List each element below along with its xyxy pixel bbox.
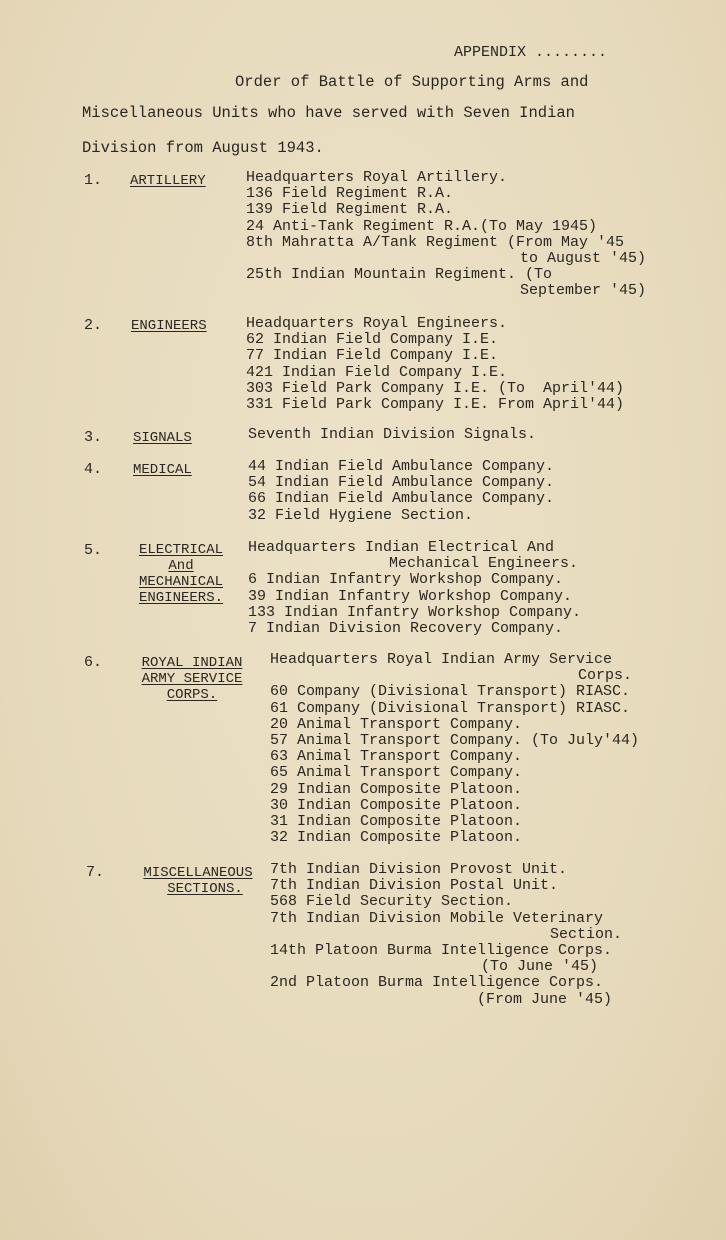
section-number: 7. [86,864,105,881]
entry: 7th Indian Division Provost Unit. [270,861,568,878]
entry: Headquarters Royal Artillery. [246,169,508,186]
section-number: 2. [84,317,103,334]
section-entries-medical [248,459,648,524]
entry: 30 Indian Composite Platoon. [270,796,523,814]
heading-line: MEDICAL [133,462,192,478]
section-number: 4. [84,461,103,478]
entry-continuation: September '45) [519,282,646,300]
entry: 57 Animal Transport Company. (To July'44) [270,732,640,750]
entry: 20 Animal Transport Company. [270,715,523,733]
section-heading-engineers [131,318,207,334]
section-entries-eme [248,539,582,638]
section-entries-signals [248,427,648,443]
entry: 133 Indian Infantry Workshop Company. [248,603,582,621]
entry: Seventh Indian Division Signals. [248,426,537,443]
entry: 303 Field Park Company I.E. (To April'44) [246,379,625,397]
entry: 7 Indian Division Recovery Company. [248,620,564,638]
entry: 29 Indian Composite Platoon. [270,780,523,798]
heading-line: ELECTRICAL [138,542,223,558]
section-heading-medical [133,462,192,478]
entry-continuation: Mechanical Engineers. [388,555,578,573]
section-heading-eme [132,542,230,606]
entry: 44 Indian Field Ambulance Company. [248,458,555,475]
section-heading-signals [133,430,192,446]
entry-continuation: to August '45) [519,250,646,268]
entry: 7th Indian Division Postal Unit. [270,877,559,895]
title-line-2: Miscellaneous Units who have served with Seven Indian [82,104,575,122]
section-heading-riasc [133,655,251,703]
entry: 6 Indian Infantry Workshop Company. [248,571,564,589]
entry: 65 Animal Transport Company. [270,764,523,782]
title-line-3: Division from August 1943. [82,139,324,157]
entry: 139 Field Regiment R.A. [246,201,454,219]
entry: 32 Indian Composite Platoon. [270,829,523,847]
appendix-label: APPENDIX ........ [454,44,608,61]
section-number: 3. [84,429,103,446]
entry: 331 Field Park Company I.E. From April'44) [246,396,625,414]
entry-continuation: Section. [549,925,622,943]
entry: 14th Platoon Burma Intelligence Corps. [270,942,613,960]
section-heading-misc [134,865,262,897]
heading-line: And [168,558,194,574]
heading-line: MISCELLANEOUS [143,865,253,881]
entry: 24 Anti-Tank Regiment R.A.(To May 1945) [246,217,598,235]
section-entries-artillery [246,170,646,300]
entry: 39 Indian Infantry Workshop Company. [248,587,573,605]
entry: 62 Indian Field Company I.E. [246,331,499,349]
section-number: 6. [84,654,103,671]
entry: 60 Company (Divisional Transport) RIASC. [270,683,631,701]
entry: 8th Mahratta A/Tank Regiment (From May '45 [246,233,625,251]
entry: Headquarters Indian Electrical And [248,539,555,556]
heading-line: CORPS. [166,687,218,703]
entry: 32 Field Hygiene Section. [248,506,474,524]
entry: 31 Indian Composite Platoon. [270,813,523,831]
entry-continuation: (To June '45) [480,958,598,976]
heading-line: MECHANICAL [138,574,223,590]
section-entries-engineers [246,316,656,413]
entry: 25th Indian Mountain Regiment. (To [246,266,553,284]
entry: 568 Field Security Section. [270,893,514,911]
heading-line: ENGINEERS. [138,590,223,606]
heading-line: ARMY SERVICE [141,671,243,687]
entry: 421 Indian Field Company I.E. [246,363,508,381]
entry: 2nd Platoon Burma Intelligence Corps. [270,974,604,992]
heading-line: SECTIONS. [167,881,243,897]
entry: Headquarters Royal Engineers. [246,315,508,332]
section-number: 1. [84,172,103,189]
section-heading-artillery [130,173,206,189]
heading-line: ENGINEERS [131,318,207,334]
title-line-1: Order of Battle of Supporting Arms and [235,73,589,91]
section-entries-riasc [270,651,640,847]
heading-line: ROYAL INDIAN [141,655,243,671]
entry: Headquarters Royal Indian Army Service [270,651,613,668]
entry: 63 Animal Transport Company. [270,748,523,766]
entry: 61 Company (Divisional Transport) RIASC. [270,699,631,717]
section-entries-misc [270,862,622,1008]
entry: 66 Indian Field Ambulance Company. [248,490,555,508]
section-number: 5. [84,542,103,559]
entry: 7th Indian Division Mobile Veterinary [270,909,604,927]
heading-line: SIGNALS [133,430,192,446]
heading-line: ARTILLERY [130,173,206,189]
entry: 54 Indian Field Ambulance Company. [248,474,555,492]
entry-continuation: (From June '45) [476,990,612,1008]
entry-continuation: Corps. [577,667,632,685]
entry: 136 Field Regiment R.A. [246,185,454,203]
entry: 77 Indian Field Company I.E. [246,347,499,365]
